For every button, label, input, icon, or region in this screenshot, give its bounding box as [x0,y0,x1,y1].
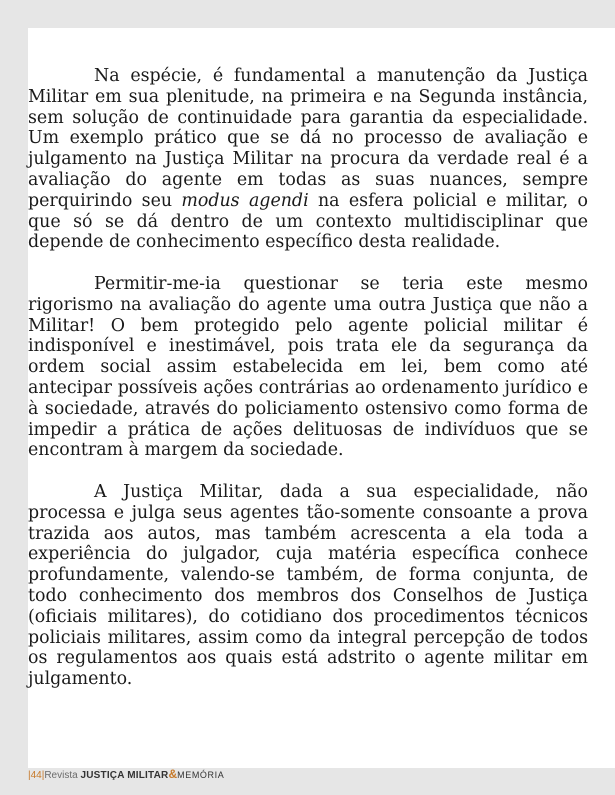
page-footer [28,768,224,782]
article-body [28,66,588,690]
magazine-title: JUSTIÇA MILITAR [80,770,169,781]
page [28,28,615,768]
paragraph-1 [28,66,588,253]
paragraph-2: Permitir-me-ia questionar se teria este mesmo rigorismo na avaliação do agente uma outra Justiça que não a Militar! O bem protegido pelo agente policial militar é indisponível e inestimável, pois trata ele da segurança da ordem social assim estabelecida em lei, bem como até antecipar possíveis ações contrárias ao ordenamento jurídico e à sociedade, através do policiamento ostensivo como forma de impedir a prática de ações delituosas de indivíduos que se encontram à margem da sociedade. [28,273,588,461]
page-number: |44| [28,770,45,781]
paragraph-1-text-b: na esfera policial e militar, o que só se dá dentro de um contexto multidisciplinar que depende de conhecimento específico desta realidade. [28,190,588,253]
paragraph-1-italic-term: modus agendi [181,190,309,211]
paragraph-1-text-a: Na espécie, é fundamental a manutenção da Justiça Militar em sua plenitude, na primeira e na Segunda instância, sem solução de continuidade para garantia da especialidade. Um exemplo prático que se dá no processo de avaliação e julgamento na Justiça Militar na procura da verdade real é a avaliação do agente em todas as suas nuances, sempre perquirindo seu [28,66,588,211]
footer-memoria: MEMÓRIA [177,770,225,780]
ampersand: & [168,767,178,781]
paragraph-3: A Justiça Militar, dada a sua especialidade, não processa e julga seus agentes tão-somente consoante a prova trazida aos autos, mas também acrescenta a ela toda a experiência do julgador, cuja matéria específica conhece profundamente, valendo-se também, de forma conjunta, de todo conhecimento dos membros dos Conselhos de Justiça (oficiais militares), do cotidiano dos procedimentos técnicos policiais militares, assim como da integral percepção de todos os regulamentos aos quais está adstrito o agente militar em julgamento. [28,481,588,690]
footer-revista: Revista [44,770,81,781]
